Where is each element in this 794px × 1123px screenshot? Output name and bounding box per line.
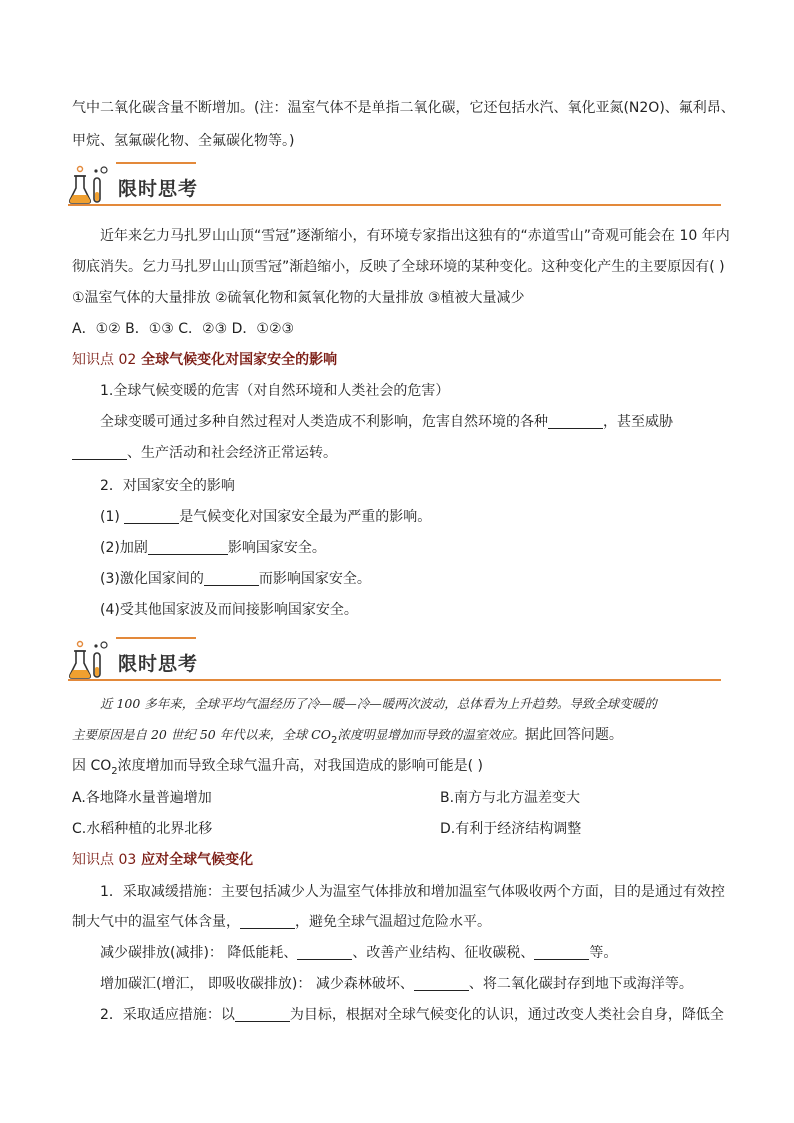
- knowledge-point-title: 应对全球气候变化: [141, 852, 254, 868]
- section-heading-1: [68, 160, 721, 210]
- quiz2-option-d[interactable]: D.有利于经济结构调整: [440, 821, 582, 837]
- kp2-text1-cont: 、生产活动和社会经济正常运转。: [72, 444, 337, 462]
- quiz1-line-1: 近年来乞力马扎罗山山顶“雪冠”逐渐缩小，有环境专家指出这独有的“赤道雪山”奇观可能会在 10 年内: [100, 228, 730, 244]
- fill-blank[interactable]: [534, 945, 589, 960]
- section-heading-title: 限时思考: [118, 178, 199, 200]
- section-heading-2: [68, 635, 721, 685]
- heading-underline: [68, 679, 721, 681]
- kp3-reduce: 减少碳排放(减排)： 降低能耗、 、改善产业结构、征收碳税、 等。: [100, 945, 618, 961]
- quiz1-statements: ①温室气体的大量排放 ②硫氧化物和氮氧化物的大量排放 ③植被大量减少: [72, 290, 525, 306]
- fill-blank[interactable]: [240, 914, 295, 929]
- kp2-item3: (3)激化国家间的 而影响国家安全。: [100, 571, 371, 587]
- knowledge-point-title: 全球气候变化对国家安全的影响: [141, 352, 338, 368]
- heading-accent-bar: [116, 637, 196, 639]
- section-heading-title: 限时思考: [118, 653, 199, 675]
- knowledge-point-03-heading: [72, 851, 253, 869]
- fill-blank[interactable]: [548, 414, 603, 429]
- kp2-item4: (4)受其他国家波及而间接影响国家安全。: [100, 602, 358, 618]
- quiz2-option-a[interactable]: A.各地降水量普遍增加: [72, 790, 212, 806]
- fill-blank[interactable]: [297, 945, 352, 960]
- kp2-sub2: 2．对国家安全的影响: [100, 478, 235, 494]
- flask-icon: [68, 162, 112, 206]
- fill-blank[interactable]: [204, 571, 259, 586]
- quiz2-option-c[interactable]: C.水稻种植的北界北移: [72, 821, 213, 837]
- kp3-p1-line-1: 1．采取减缓措施：主要包括减少人为温室气体排放和增加温室气体吸收两个方面，目的是通过有效控: [100, 884, 725, 900]
- kp3-p1-line-2: 制大气中的温室气体含量， ，避免全球气温超过危险水平。: [72, 914, 491, 930]
- quiz1-options: A．①② B．①③ C．②③ D．①②③: [72, 321, 295, 337]
- kp2-text1: 全球变暖可通过多种自然过程对人类造成不利影响，危害自然环境的各种 ，甚至威胁: [100, 414, 673, 430]
- kp2-item2: (2)加剧 影响国家安全。: [100, 540, 326, 556]
- kp3-sink: 增加碳汇(增汇， 即吸收碳排放)： 减少森林破坏、 、将二氧化碳封存到地下或海洋等。: [100, 976, 693, 992]
- fill-blank[interactable]: [148, 540, 228, 555]
- kp2-item1: (1) 是气候变化对国家安全最为严重的影响。: [100, 509, 432, 525]
- intro-line-1: 气中二氧化碳含量不断增加。(注：温室气体不是单指二氧化碳，它还包括水汽、氧化亚氮(N2O)、氟利昂、: [72, 100, 735, 116]
- knowledge-point-code: 知识点 02: [72, 352, 137, 368]
- intro-line-2: 甲烷、氢氟碳化物、全氟碳化物等。): [72, 133, 295, 149]
- kp2-sub1: 1.全球气候变暖的危害（对自然环境和人类社会的危害）: [100, 383, 450, 399]
- fill-blank[interactable]: [72, 445, 127, 460]
- quiz2-material-line-1: 近 100 多年来，全球平均气温经历了冷—暖—冷—暖两次波动，总体看为上升趋势。导致全球变暖的: [100, 696, 657, 711]
- kp3-p2: 2．采取适应措施：以 为目标，根据对全球气候变化的认识，通过改变人类社会自身，降低全: [100, 1007, 724, 1023]
- flask-icon: [68, 637, 112, 681]
- quiz2-question: 因 $CO_2$浓度增加而导致全球气温升高，对我国造成的影响可能是( ): [72, 758, 483, 777]
- fill-blank[interactable]: [235, 1007, 290, 1022]
- heading-underline: [68, 204, 721, 206]
- knowledge-point-02-heading: [72, 351, 337, 369]
- fill-blank[interactable]: [124, 509, 179, 524]
- fill-blank[interactable]: [414, 976, 469, 991]
- knowledge-point-code: 知识点 03: [72, 852, 137, 868]
- quiz1-line-2: 彻底消失。乞力马扎罗山山顶雪冠”渐趋缩小，反映了全球环境的某种变化。这种变化产生的主要原因有( ): [72, 259, 725, 275]
- heading-accent-bar: [116, 162, 196, 164]
- quiz2-material-line-2: 主要原因是自 20 世纪 50 年代以来，全球 $CO_2$浓度明显增加而导致的温室效应。据此回答问题。: [72, 727, 623, 746]
- quiz2-option-b[interactable]: B.南方与北方温差变大: [440, 790, 581, 806]
